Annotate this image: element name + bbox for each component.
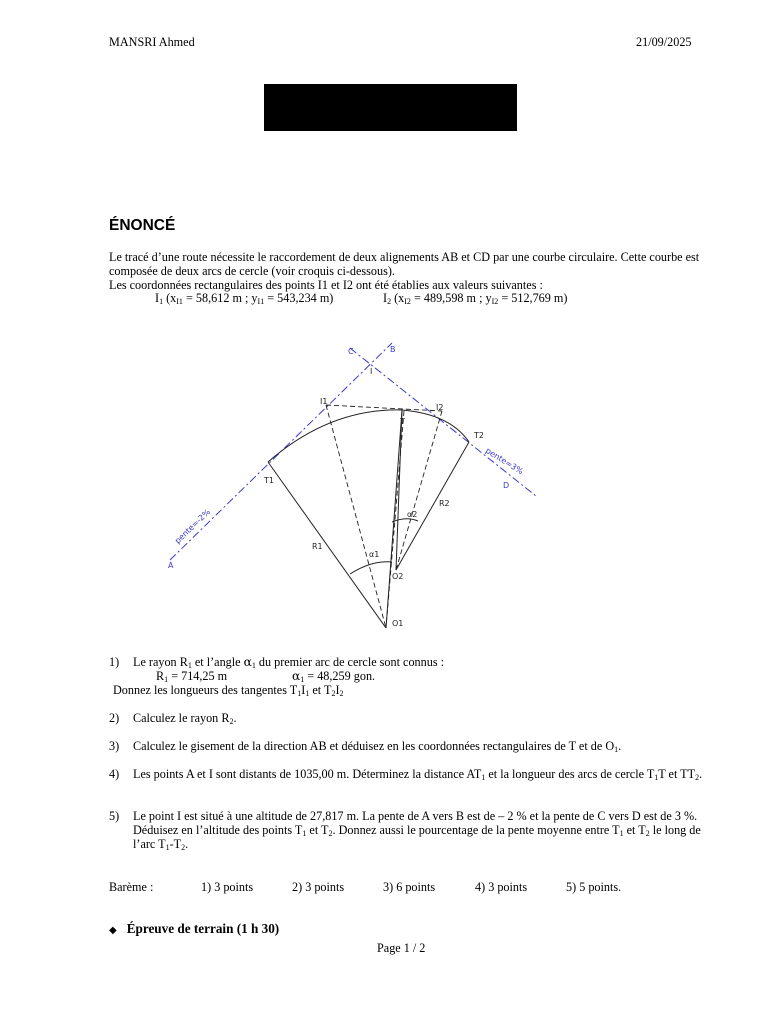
label-r1: R1 [312, 542, 323, 551]
label-t1: T1 [264, 476, 274, 485]
construction-lines [326, 405, 442, 628]
circular-arc [268, 410, 469, 462]
alignment-lines [170, 343, 536, 560]
bareme-label: Barème : [109, 880, 154, 894]
solid-lines [268, 410, 469, 628]
radius-t-o2 [396, 410, 402, 570]
angle-arc-alpha2 [392, 519, 418, 522]
bullet-icon: ◆ [109, 925, 117, 936]
q1-a1-value: $\alpha_1 = 48,259$ gon. [292, 669, 376, 684]
redacted-title-box [264, 84, 517, 131]
label-pente-right: pente=3% [483, 446, 525, 477]
bareme-item-2: 2) 3 points [292, 880, 345, 894]
label-o2: O2 [392, 572, 404, 581]
road-curve-figure [160, 338, 540, 634]
header-date: 21/09/2025 [636, 35, 692, 49]
black-labels [263, 397, 484, 628]
label-i2: I2 [436, 403, 444, 412]
epreuve-heading [109, 922, 279, 938]
coord-i2: $I_2$ ($x_{I2} = 489,598$ m ; $y_{I2} = 512,769$ m) [383, 291, 568, 306]
q1-line3: Donnez les longueurs des tangentes $T_1I_1$ et $T_2I_2$ [113, 683, 344, 698]
intro-text [109, 250, 709, 292]
coord-i1: $I_1$ ($x_{I1} = 58,612$ m ; $y_{I1} = 543,234$ m) [155, 291, 334, 306]
label-t: T [400, 417, 405, 426]
alignment-cd [350, 348, 536, 496]
label-o1: O1 [392, 619, 404, 628]
radius-r1 [268, 462, 386, 628]
q1-r1-value: $R_1 = 714,25$ m [156, 669, 228, 684]
section-title: ÉNONCÉ [109, 217, 176, 234]
page-footer: Page 1 / 2 [377, 941, 426, 955]
label-a: A [168, 561, 174, 570]
bareme-item-3: 3) 6 points [383, 880, 436, 894]
label-b: B [390, 345, 396, 354]
bareme-item-4: 4) 3 points [475, 880, 528, 894]
q5-line2: Déduisez en l’altitude des points $T_1$ et $T_2$. Donnez aussi le pourcentage de la pente moyenne entre $T_1$ et $T_2$ le long de l’arc $T_1-T_2$. [133, 823, 701, 852]
angle-arc-alpha1 [350, 562, 392, 574]
label-alpha1: α1 [369, 550, 380, 559]
header-author: MANSRI Ahmed [109, 35, 195, 49]
intro-paragraph-2: Les coordonnées rectangulaires des points I1 et I2 ont été établies aux valeurs suivantes : [109, 278, 543, 292]
bareme-item-5: 5) 5 points. [566, 880, 622, 894]
label-pente-left: pente=-2% [173, 507, 213, 546]
radius-t-o1 [386, 410, 402, 628]
line-i1-o1 [326, 405, 386, 628]
label-c: C [348, 347, 354, 356]
label-alpha2: α2 [407, 510, 418, 519]
label-d: D [503, 481, 510, 490]
label-i1: I1 [320, 397, 328, 406]
label-r2: R2 [439, 499, 450, 508]
bareme-item-1: 1) 3 points [201, 880, 254, 894]
q5-line1: Le point I est situé à une altitude de 27,817 m. La pente de A vers B est de – 2 % et la pente de C vers D est de 3 %. [133, 809, 698, 823]
blue-labels [168, 345, 525, 570]
epreuve-text: Épreuve de terrain (1 h 30) [126, 921, 280, 936]
line-i2-o2 [396, 411, 442, 570]
intro-paragraph-1: Le tracé d’une route nécessite le raccordement de deux alignements AB et CD par une courbe circulaire. Cette courbe est composée de deux arcs de cercle (voir croquis ci-dessous). [109, 250, 700, 278]
label-t2: T2 [474, 431, 484, 440]
q1-line1: Le rayon $R_1$ et l’angle $\alpha_1$ du premier arc de cercle sont connus : [133, 655, 444, 670]
label-i: I [370, 367, 373, 376]
radius-r2 [396, 442, 469, 570]
